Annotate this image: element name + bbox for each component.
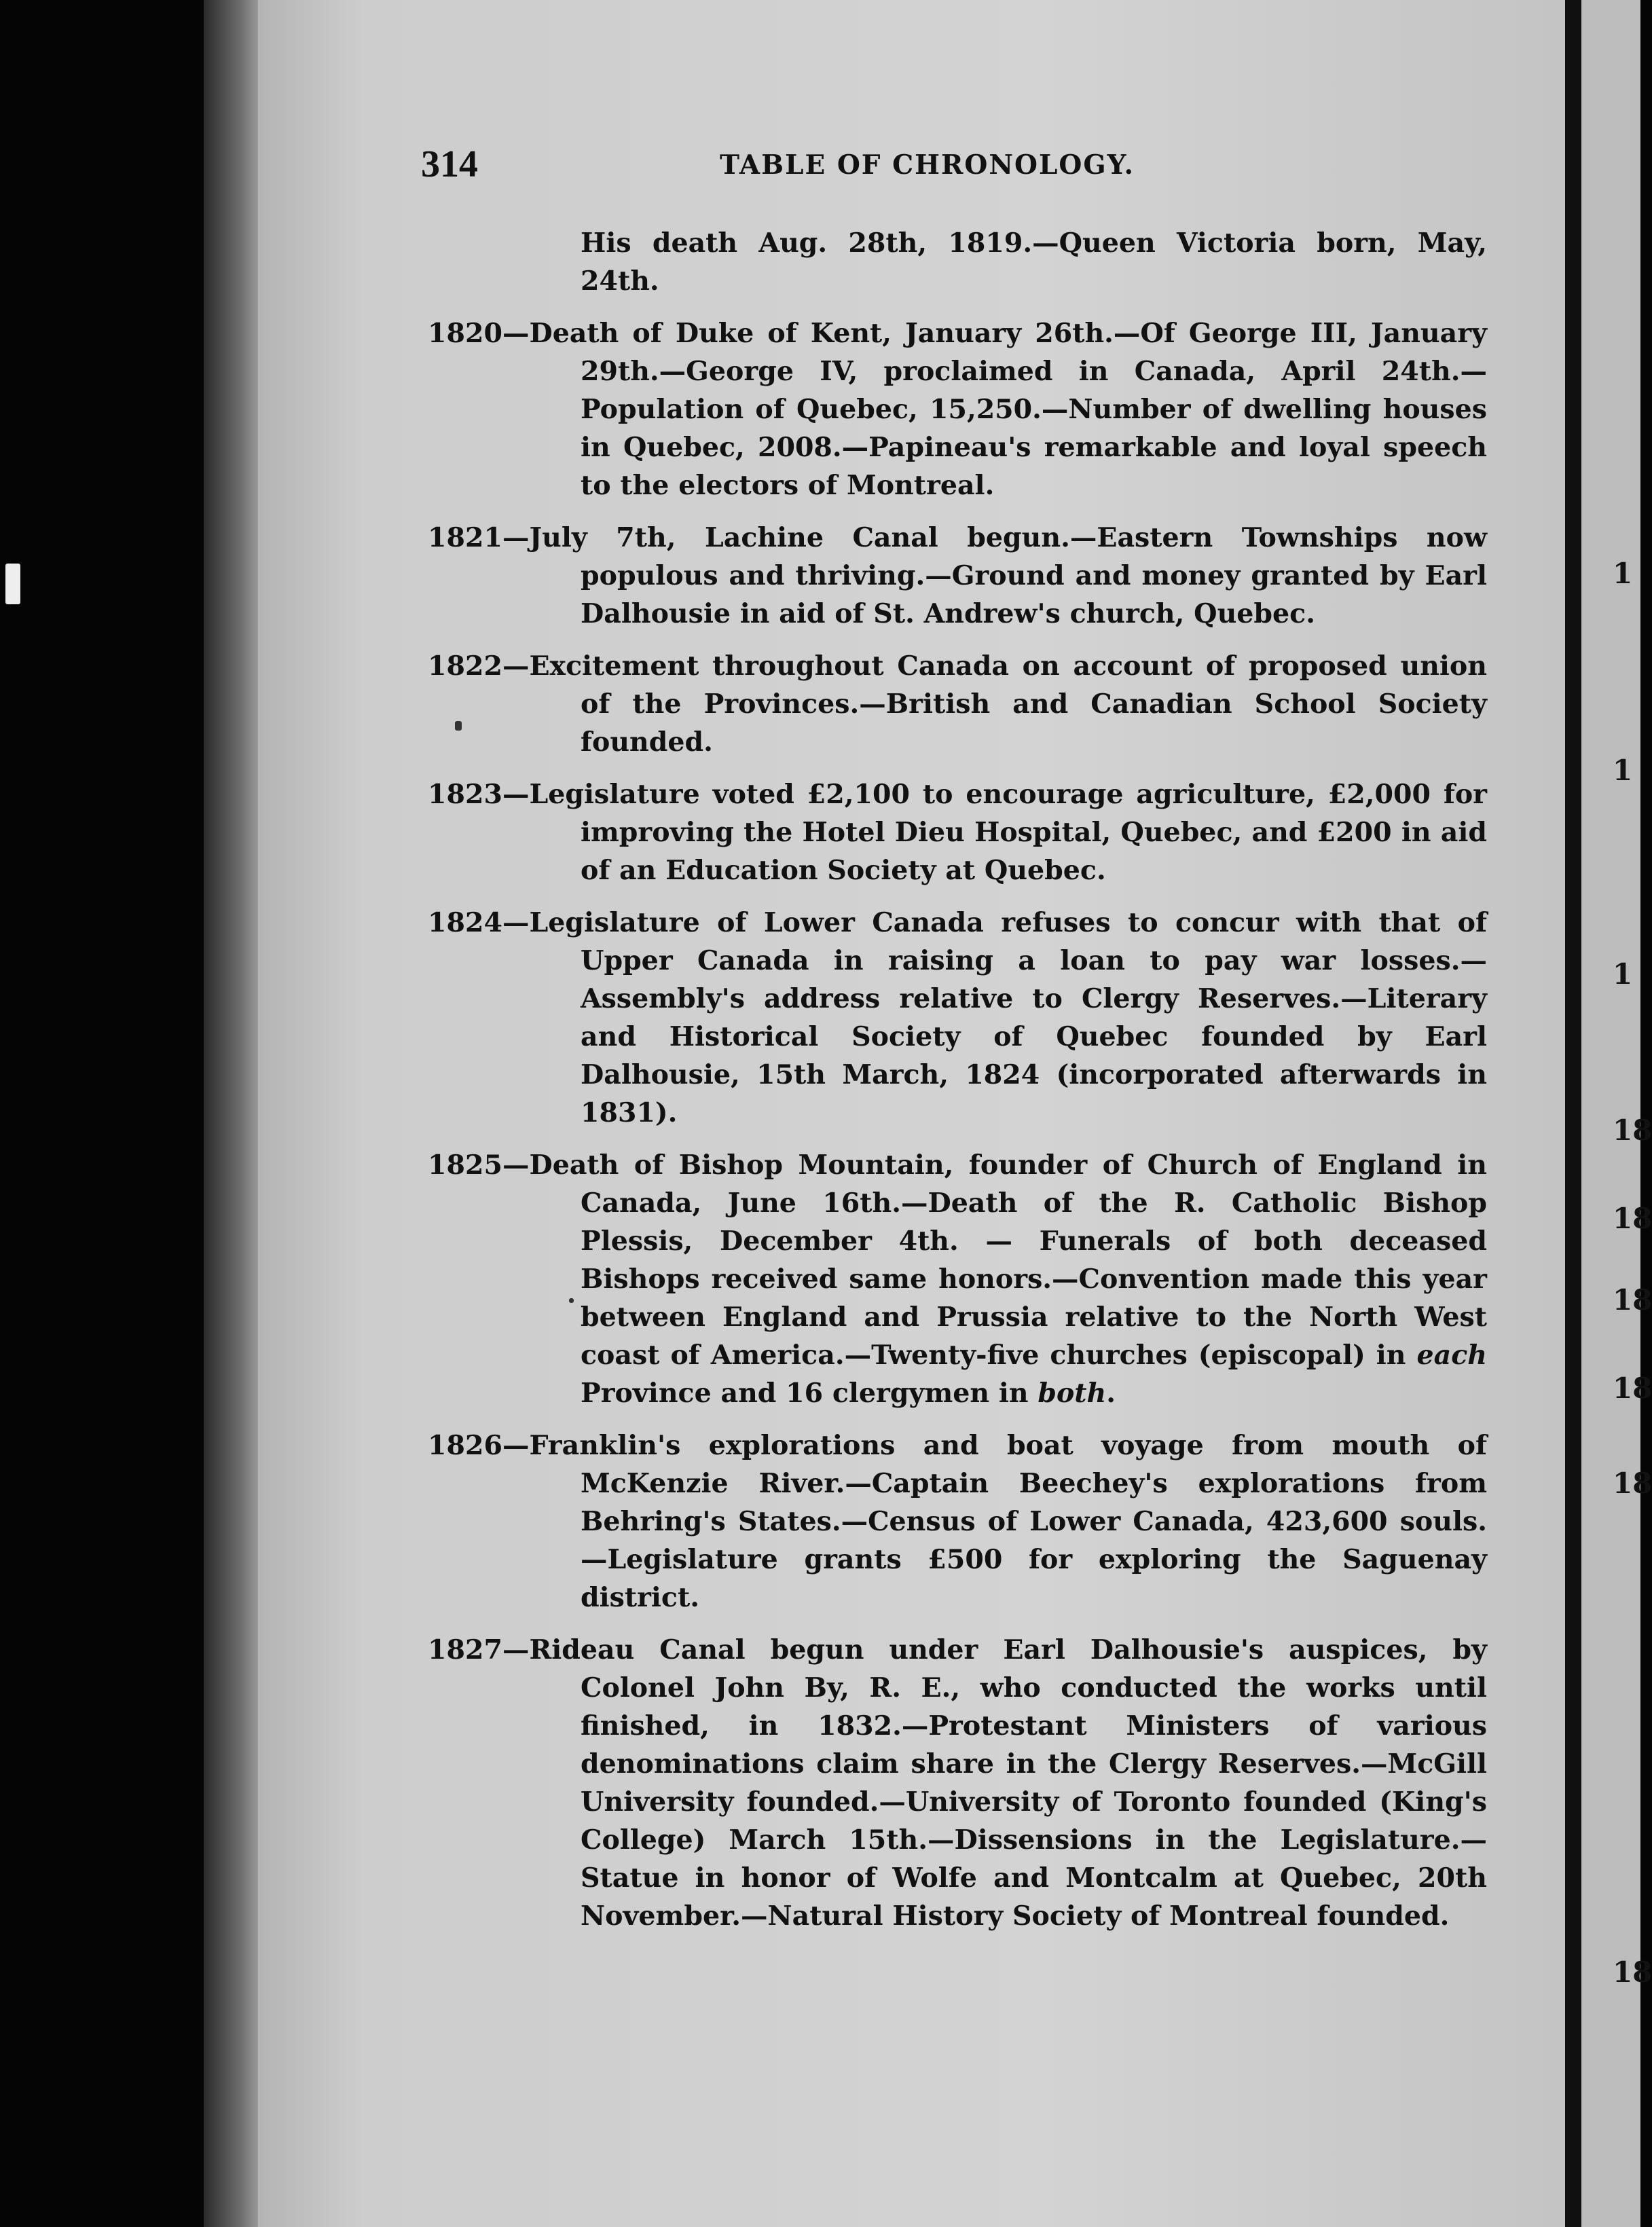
chronology-entry-1824 — [428, 904, 1487, 1132]
entry-year: 1822 — [428, 650, 502, 682]
adjacent-page-fragment: 18 — [1613, 1114, 1652, 1147]
entry-text: —Death of Bishop Mountain, founder of Church of England in Canada, June 16th.—Death of the R. Catholic Bishop Plessis, December 4th. — Funerals of both deceased Bishops received same honors.—Convention made this year between England and Prussia relative to the North West coast of America.—Twenty-five churches (episcopal) in — [502, 1149, 1487, 1371]
entry-text: Province and 16 clergymen in — [581, 1378, 1038, 1409]
adjacent-page-fragment: 18 — [1613, 1283, 1652, 1317]
entry-year: 1823 — [428, 779, 502, 810]
entry-year: 1826 — [428, 1430, 502, 1461]
adjacent-page-fragment: 1 — [1613, 557, 1633, 590]
entry-text: —Rideau Canal begun under Earl Dalhousie's auspices, by Colonel John By, R. E., who conducted the works until finished, in 1832.—Protestant Ministers of various denominations claim share in the Clergy Reserves.—McGill University founded.—University of Toronto founded (King's College) March 15th.—Dissensions in the Legislature.—Statue in honor of Wolfe and Montcalm at Quebec, 20th November.—Natural History Society of Montreal founded. — [502, 1634, 1487, 1932]
adjacent-page-fragment: 1 — [1613, 957, 1633, 991]
page-number: 314 — [421, 143, 478, 185]
entry-emphasis: each — [1416, 1340, 1487, 1371]
entry-year: 1821 — [428, 522, 502, 553]
continuation-paragraph — [428, 224, 1487, 300]
chronology-entry-1823 — [428, 775, 1487, 889]
running-head: TABLE OF CHRONOLOGY. — [720, 149, 1135, 181]
adjacent-page-fragment: 18 — [1613, 1372, 1652, 1405]
adjacent-page-fragment: 18 — [1613, 1202, 1652, 1235]
entry-text: —July 7th, Lachine Canal begun.—Eastern Townships now populous and thriving.—Ground and money granted by Earl Dalhousie in aid of St. Andrew's church, Quebec. — [502, 522, 1487, 629]
entry-text: . — [1106, 1378, 1116, 1409]
entry-emphasis: both — [1038, 1378, 1107, 1409]
entry-text: —Franklin's explorations and boat voyage from mouth of McKenzie River.—Captain Beechey's explorations from Behring's States.—Census of Lower Canada, 423,600 souls.—Legislature grants £500 for exploring the Saguenay district. — [502, 1430, 1487, 1613]
adjacent-page-fragment: 18 — [1613, 1467, 1652, 1500]
chronology-text — [428, 224, 1487, 1949]
book-gutter — [204, 0, 265, 2227]
continuation-text: His death Aug. 28th, 1819.—Queen Victoria born, May, 24th. — [581, 227, 1487, 297]
adjacent-page-fragment: 1 — [1613, 754, 1633, 787]
entry-text: —Legislature voted £2,100 to encourage agriculture, £2,000 for improving the Hotel Dieu Hospital, Quebec, and £200 in aid of an Education Society at Quebec. — [502, 779, 1487, 886]
chronology-entry-1826 — [428, 1427, 1487, 1617]
scan-artifact — [5, 564, 20, 604]
adjacent-page-fragment: 18 — [1613, 1955, 1652, 1989]
chronology-entry-1825 — [428, 1146, 1487, 1412]
page-header — [421, 143, 1494, 190]
entry-year: 1820 — [428, 318, 502, 349]
entry-text: —Death of Duke of Kent, January 26th.—Of George III, January 29th.—George IV, proclaimed in Canada, April 24th.—Population of Quebec, 15,250.—Number of dwelling houses in Quebec, 2008.—Papineau's remarkable and loyal speech to the electors of Montreal. — [502, 318, 1487, 501]
entry-year: 1827 — [428, 1634, 502, 1665]
entry-year: 1825 — [428, 1149, 502, 1181]
chronology-entry-1822 — [428, 647, 1487, 761]
chronology-entry-1827 — [428, 1631, 1487, 1935]
entry-text: —Legislature of Lower Canada refuses to concur with that of Upper Canada in raising a loan to pay war losses.—Assembly's address relative to Clergy Reserves.—Literary and Historical Society of Quebec founded by Earl Dalhousie, 15th March, 1824 (incorporated afterwards in 1831). — [502, 907, 1487, 1128]
chronology-entry-1821 — [428, 519, 1487, 633]
entry-year: 1824 — [428, 907, 502, 938]
chronology-entry-1820 — [428, 314, 1487, 504]
entry-text: —Excitement throughout Canada on account of proposed union of the Provinces.—British and Canadian School Society founded. — [502, 650, 1487, 758]
